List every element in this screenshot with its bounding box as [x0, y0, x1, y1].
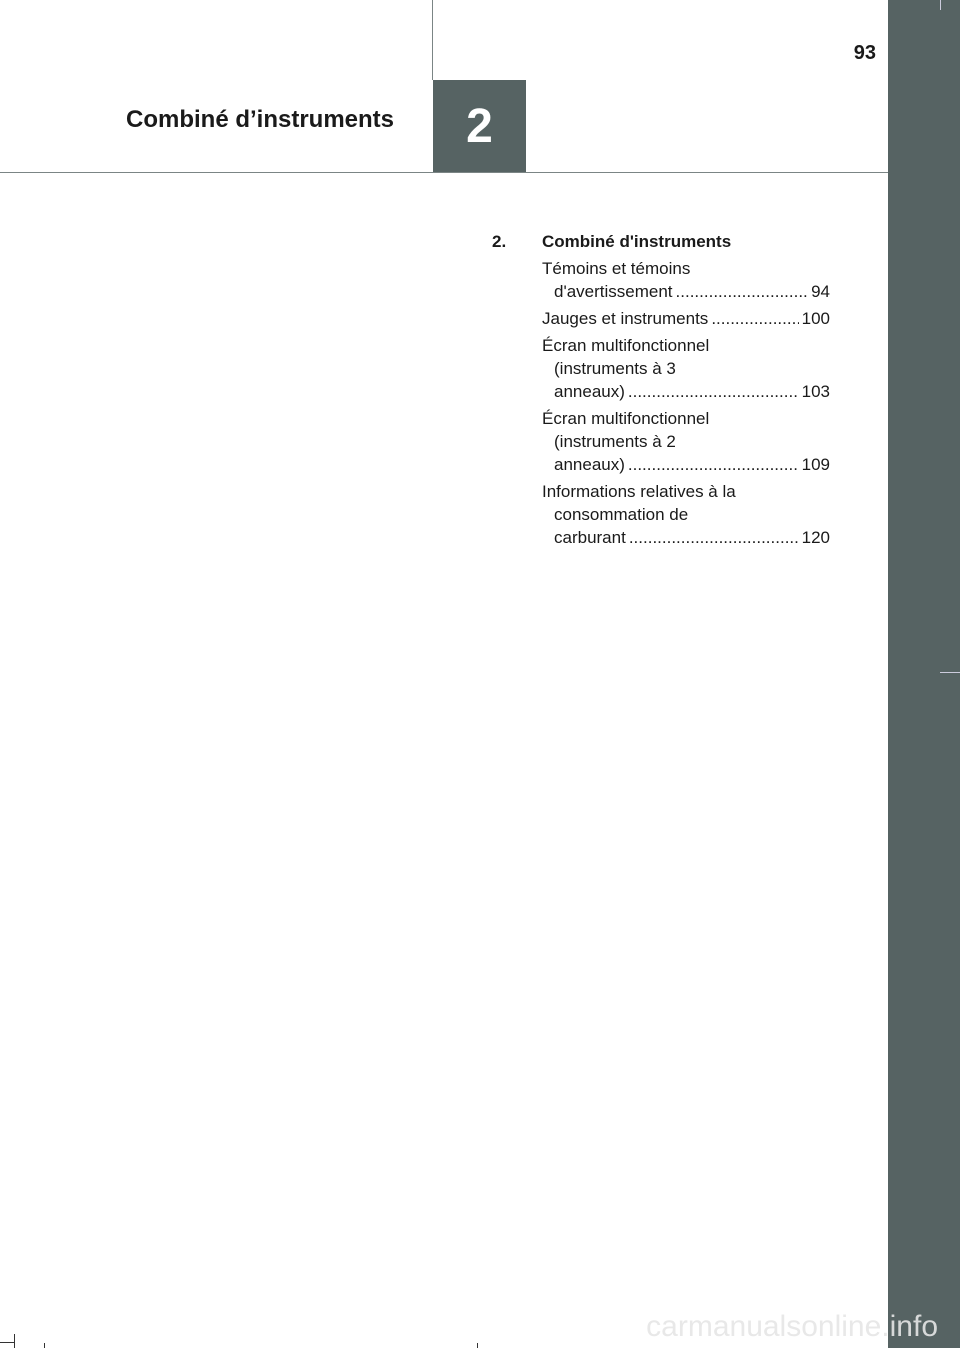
toc-leader-dots [676, 280, 809, 303]
toc-entry[interactable] [542, 257, 830, 303]
toc-section-title: Combiné d'instruments [542, 232, 732, 251]
toc-entry-line: consommation de [554, 505, 689, 524]
toc-entry-page: 103 [801, 382, 830, 401]
toc-entry[interactable] [542, 334, 830, 403]
page-number: 93 [853, 42, 876, 64]
toc-entry-line: anneaux) [554, 382, 625, 401]
toc-entry-line: (instruments à 3 [554, 359, 676, 378]
toc-entry-page: 120 [801, 528, 830, 547]
toc-leader-dots [628, 380, 799, 403]
toc-entry-page: 94 [811, 282, 830, 301]
chapter-number-box [433, 80, 526, 172]
toc-entry-page: 100 [801, 309, 830, 328]
crop-mark [14, 1334, 15, 1348]
toc-section-number: 2. [492, 232, 507, 251]
toc-entry-line: Jauges et instruments [542, 309, 709, 328]
toc-entry-line: d'avertissement [554, 282, 673, 301]
toc-entry[interactable] [542, 307, 830, 330]
toc-entry-line: Témoins et témoins [542, 259, 691, 278]
chapter-side-tab [888, 0, 960, 1348]
toc-entry-line: anneaux) [554, 455, 625, 474]
chapter-number: 2 [466, 99, 493, 153]
toc-entry-line: Informations relatives à la [542, 482, 736, 501]
toc-entry-line: Écran multifonctionnel [542, 336, 710, 355]
watermark: carmanualsonline.info [646, 1310, 938, 1343]
toc-entry-page: 109 [801, 455, 830, 474]
toc-entry-line: carburant [554, 528, 626, 547]
header-divider [0, 172, 888, 173]
toc-entry-line: Écran multifonctionnel [542, 409, 710, 428]
chapter-title: Combiné d’instruments [126, 106, 395, 133]
toc-entry-line: (instruments à 2 [554, 432, 676, 451]
toc-entry[interactable] [542, 407, 830, 476]
toc-leader-dots [711, 307, 798, 330]
crop-mark [940, 0, 941, 10]
table-of-contents [492, 230, 830, 553]
crop-mark [44, 1343, 45, 1348]
toc-entry[interactable] [542, 480, 830, 549]
crop-mark [477, 1343, 478, 1348]
toc-leader-dots [628, 453, 799, 476]
crop-mark [0, 1342, 14, 1343]
crop-mark [940, 672, 960, 673]
toc-section-heading [492, 230, 830, 253]
toc-leader-dots [629, 526, 799, 549]
header-vertical-divider [432, 0, 433, 80]
